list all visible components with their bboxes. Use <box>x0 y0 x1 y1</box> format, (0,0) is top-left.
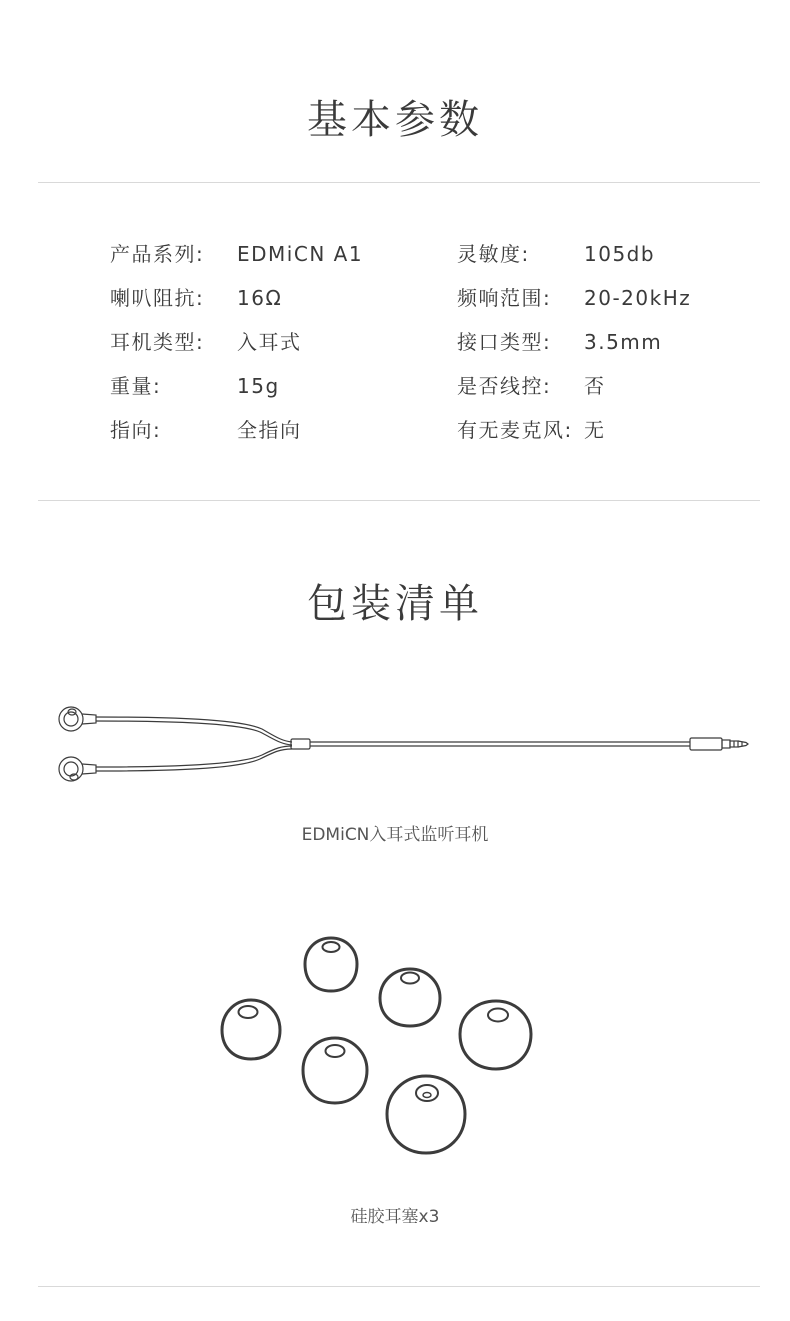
spec-label: 灵敏度: <box>457 242 530 266</box>
spec-value: 入耳式 <box>237 330 302 354</box>
spec-value: 全指向 <box>237 418 302 442</box>
spec-value: 105db <box>584 242 656 266</box>
spec-label: 喇叭阻抗: <box>110 286 205 310</box>
ear-tips-illustration-icon <box>0 932 790 1162</box>
spec-row-remote <box>457 371 757 401</box>
divider-middle <box>38 500 760 501</box>
spec-label: 耳机类型: <box>110 330 205 354</box>
spec-label: 重量: <box>110 374 162 398</box>
spec-row-series <box>110 239 440 269</box>
package-list-title: 包装清单 <box>307 581 483 627</box>
spec-label: 有无麦克风: <box>457 418 573 442</box>
spec-value: 16Ω <box>237 286 283 310</box>
spec-row-frequency <box>457 283 757 313</box>
divider-bottom <box>38 1286 760 1287</box>
spec-row-connector <box>457 327 757 357</box>
spec-row-sensitivity <box>457 239 757 269</box>
spec-label: 产品系列: <box>110 242 205 266</box>
spec-value: 否 <box>584 374 606 398</box>
earphone-caption: EDMiCN入耳式监听耳机 <box>301 825 489 845</box>
ear-tips-caption: 硅胶耳塞x3 <box>350 1207 440 1227</box>
spec-label: 指向: <box>110 418 162 442</box>
spec-label: 频响范围: <box>457 286 552 310</box>
spec-label: 是否线控: <box>457 374 552 398</box>
spec-value: 无 <box>584 418 606 442</box>
spec-value: EDMiCN A1 <box>237 242 364 266</box>
spec-row-directivity <box>110 415 440 445</box>
spec-row-impedance <box>110 283 440 313</box>
spec-label: 接口类型: <box>457 330 552 354</box>
basic-params-title: 基本参数 <box>307 97 483 143</box>
spec-row-weight <box>110 371 440 401</box>
earphone-illustration-icon <box>0 695 790 795</box>
divider-top <box>38 182 760 183</box>
spec-row-type <box>110 327 440 357</box>
spec-row-microphone <box>457 415 757 445</box>
spec-value: 20-20kHz <box>584 286 692 310</box>
spec-value: 15g <box>237 374 280 398</box>
spec-value: 3.5mm <box>584 330 663 354</box>
